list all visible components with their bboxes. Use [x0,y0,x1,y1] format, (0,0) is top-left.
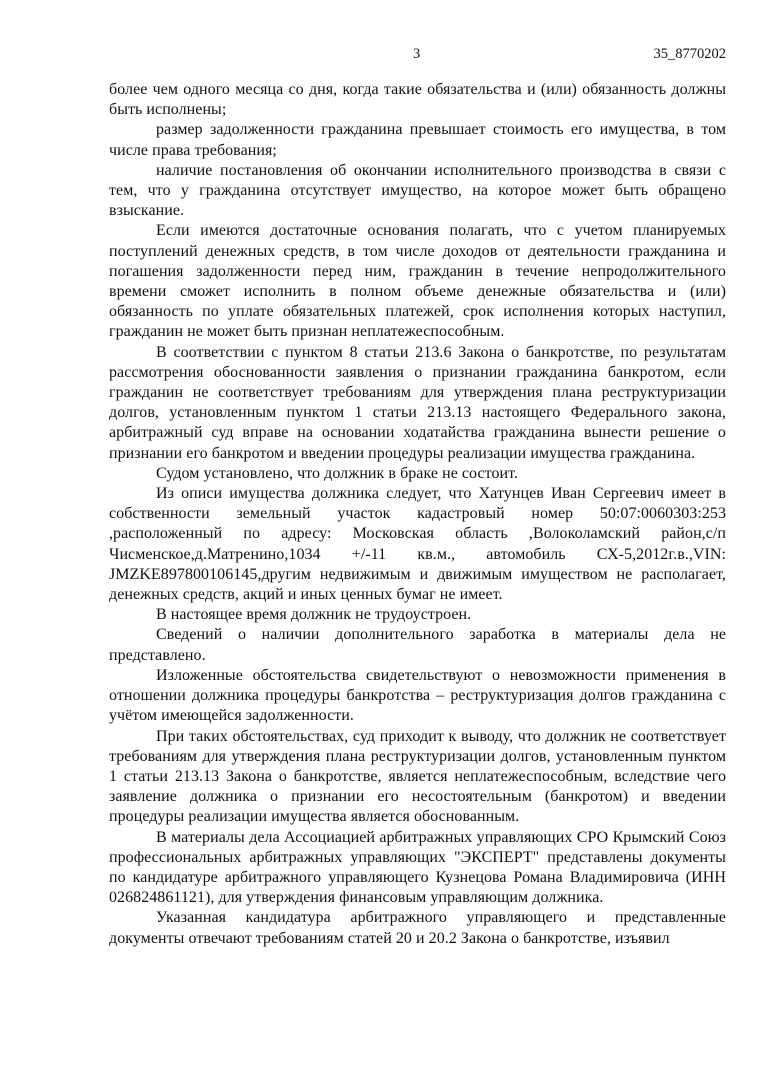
paragraph: более чем одного месяца со дня, когда такие обязательства и (или) обязанность должны быть исполнены; [109,81,726,119]
paragraph: Из описи имущества должника следует, что Хатунцев Иван Сергеевич имеет в собственности земельный участок кадастровый номер 50:07:0060303:253 ,расположенный по адресу: Московская область ,Волоколамский район,с/п Чисменское,д.Матренино,1034 +/-11 кв.м., автомобиль СХ-5,2012г.в.,VIN: JMZKE897800106145,другим недвижимым и движимым имуществом не располагает, денежных средств, акций и иных ценных бумаг не имеет. [109,485,726,604]
paragraph: наличие постановления об окончании исполнительного производства в связи с тем, что у гражданина отсутствует имущество, на которое может быть обращено взыскание. [109,161,726,220]
document-id: 35_8770202 [653,46,726,62]
paragraph: При таких обстоятельствах, суд приходит к выводу, что должник не соответствует требованиям для утверждения плана реструктуризации долгов, установленным пунктом 1 статьи 213.13 Закона о банкротстве, является неплатежеспособным, вследствие чего заявление должника о признании его несостоятельным (банкротом) и введении процедуры реализации имущества является обоснованным. [109,727,726,826]
paragraph: Указанная кандидатура арбитражного управляющего и представленные документы отвечают требованиям статей 20 и 20.2 Закона о банкротстве, изъявил [109,909,726,947]
document-body [109,80,726,949]
paragraph: Сведений о наличии дополнительного заработка в материалы дела не представлено. [109,626,726,664]
paragraph: В соответствии с пунктом 8 статьи 213.6 Закона о банкротстве, по результатам рассмотрения обоснованности заявления о признании гражданина банкротом, если гражданин не соответствует требованиям для утверждения плана реструктуризации долгов, установленным пунктом 1 статьи 213.13 настоящего Федерального закона, арбитражный суд вправе на основании ходатайства гражданина вынести решение о признании его банкротом и введении процедуры реализации имущества гражданина. [109,343,726,462]
page-header [0,46,764,66]
paragraph: В настоящее время должник не трудоустроен. [156,606,472,624]
paragraph: Изложенные обстоятельства свидетельствуют о невозможности применения в отношении должника процедуры банкротства – реструктуризация долгов гражданина с учётом имеющейся задолженности. [109,666,726,725]
paragraph: В материалы дела Ассоциацией арбитражных управляющих СРО Крымский Союз профессиональных арбитражных управляющих "ЭКСПЕРТ" представлены документы по кандидатуре арбитражного управляющего Кузнецова Романа Владимировича (ИНН 026824861121), для утверждения финансовым управляющим должника. [109,828,726,907]
paragraph: размер задолженности гражданина превышает стоимость его имущества, в том числе права требования; [109,121,726,159]
paragraph: Судом установлено, что должник в браке не состоит. [156,464,519,482]
page-number: 3 [413,46,421,62]
paragraph: Если имеются достаточные основания полагать, что с учетом планируемых поступлений денежных средств, в том числе доходов от деятельности гражданина и погашения задолженности перед ним, гражданин в течение непродолжительного времени сможет исполнить в полном объеме денежные обязательства и (или) обязанность по уплате обязательных платежей, срок исполнения которых наступил, гражданин не может быть признан неплатежеспособным. [109,222,726,341]
